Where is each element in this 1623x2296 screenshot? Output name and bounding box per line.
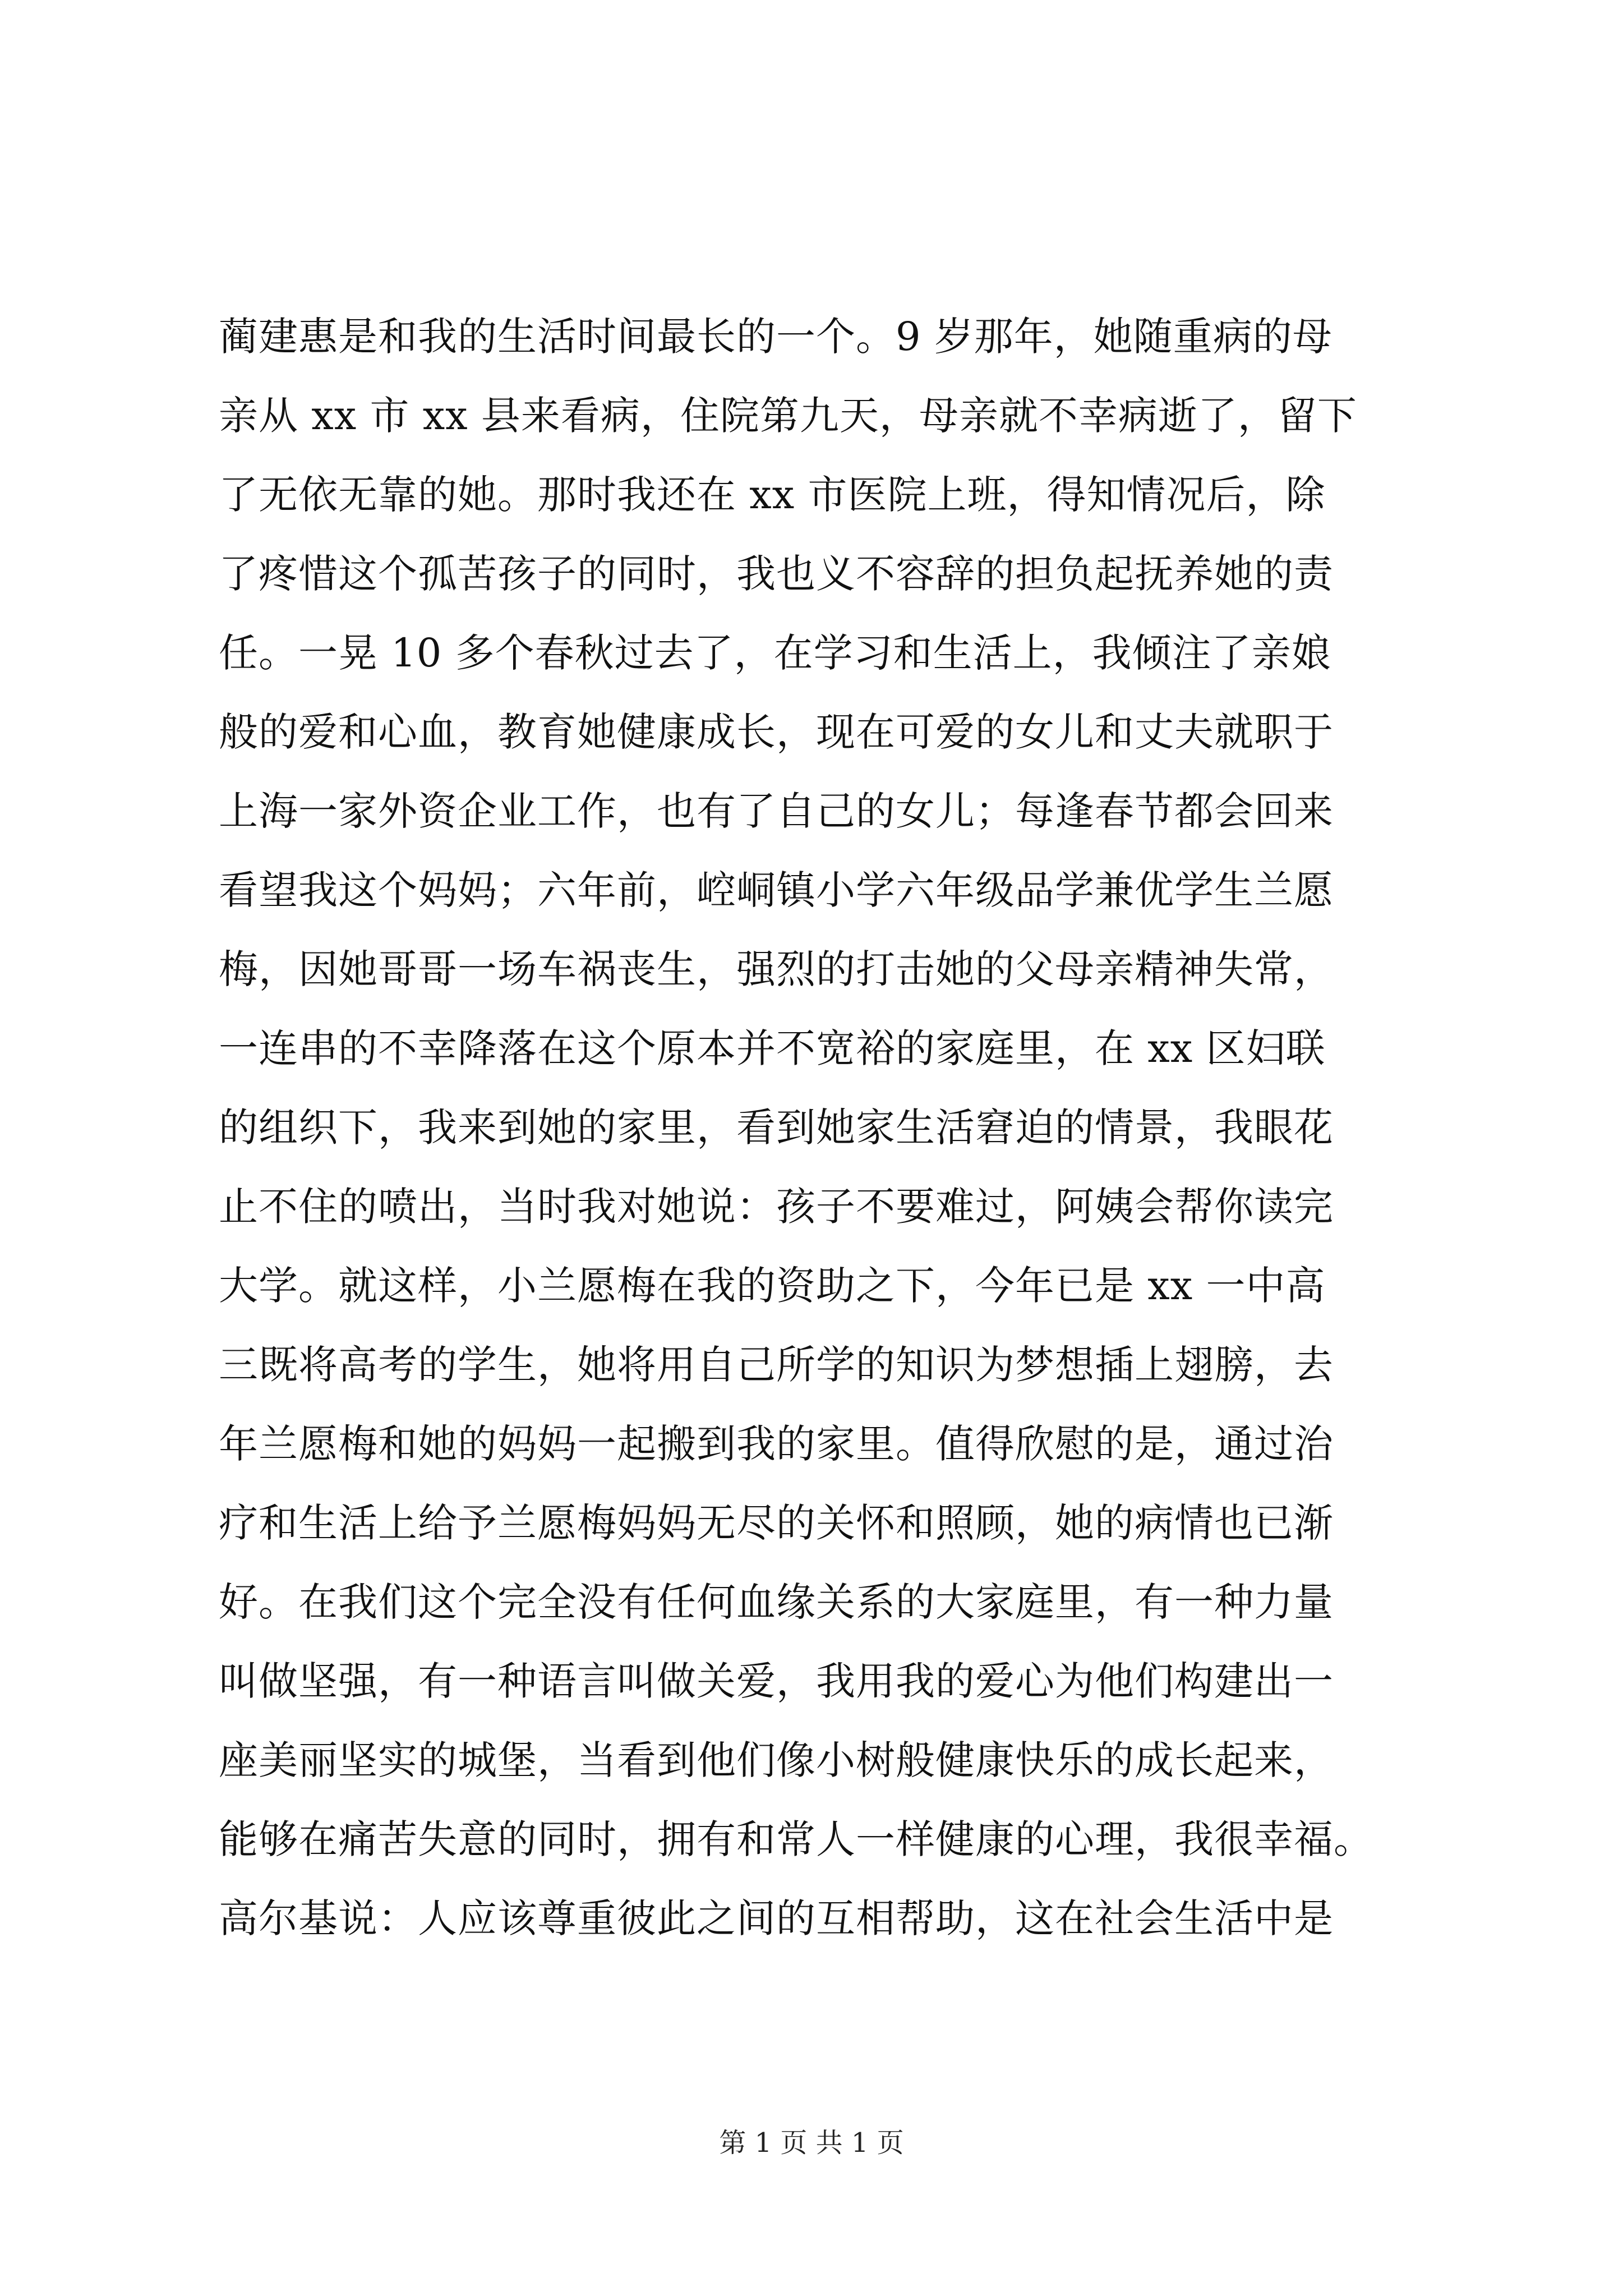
- body-text: [219, 297, 1424, 1958]
- text-line: 般的爱和心血，教育她健康成长，现在可爱的女儿和丈夫就职于: [219, 709, 1334, 755]
- text-line: 疗和生活上给予兰愿梅妈妈无尽的关怀和照顾，她的病情也已渐: [219, 1500, 1334, 1546]
- text-line: 亲从 xx 市 xx 县来看病，住院第九天，母亲就不幸病逝了，留下: [219, 393, 1357, 439]
- text-line: 大学。就这样，小兰愿梅在我的资助之下，今年已是 xx 一中高: [219, 1263, 1326, 1309]
- text-line: 高尔基说：人应该尊重彼此之间的互相帮助，这在社会生活中是: [219, 1895, 1334, 1941]
- text-line: 了疼惜这个孤苦孩子的同时，我也义不容辞的担负起抚养她的责: [219, 551, 1334, 597]
- text-line: 叫做坚强，有一种语言叫做关爱，我用我的爱心为他们构建出一: [219, 1658, 1334, 1704]
- text-line: 三既将高考的学生，她将用自己所学的知识为梦想插上翅膀，去: [219, 1342, 1334, 1388]
- text-line: 年兰愿梅和她的妈妈一起搬到我的家里。值得欣慰的是，通过治: [219, 1421, 1334, 1467]
- text-line: 能够在痛苦失意的同时，拥有和常人一样健康的心理，我很幸福。: [219, 1816, 1373, 1862]
- text-line: 的组织下，我来到她的家里，看到她家生活窘迫的情景，我眼花: [219, 1105, 1334, 1151]
- text-line: 蔺建惠是和我的生活时间最长的一个。9 岁那年，她随重病的母: [219, 314, 1332, 360]
- text-line: 梅，因她哥哥一场车祸丧生，强烈的打击她的父母亲精神失常，: [219, 946, 1334, 992]
- text-line: 座美丽坚实的城堡，当看到他们像小树般健康快乐的成长起来，: [219, 1737, 1334, 1783]
- page-footer: 第 1 页 共 1 页: [719, 2127, 904, 2159]
- text-line: 上海一家外资企业工作，也有了自己的女儿；每逢春节都会回来: [219, 788, 1334, 834]
- text-line: 了无依无靠的她。那时我还在 xx 市医院上班，得知情况后，除: [219, 472, 1326, 518]
- text-line: 看望我这个妈妈；六年前，崆峒镇小学六年级品学兼优学生兰愿: [219, 867, 1334, 913]
- text-line: 好。在我们这个完全没有任何血缘关系的大家庭里，有一种力量: [219, 1579, 1334, 1625]
- text-line: 任。一晃 10 多个春秋过去了，在学习和生活上，我倾注了亲娘: [219, 630, 1331, 676]
- text-line: 一连串的不幸降落在这个原本并不宽裕的家庭里，在 xx 区妇联: [219, 1025, 1326, 1071]
- text-line: 止不住的喷出，当时我对她说：孩子不要难过，阿姨会帮你读完: [219, 1184, 1334, 1230]
